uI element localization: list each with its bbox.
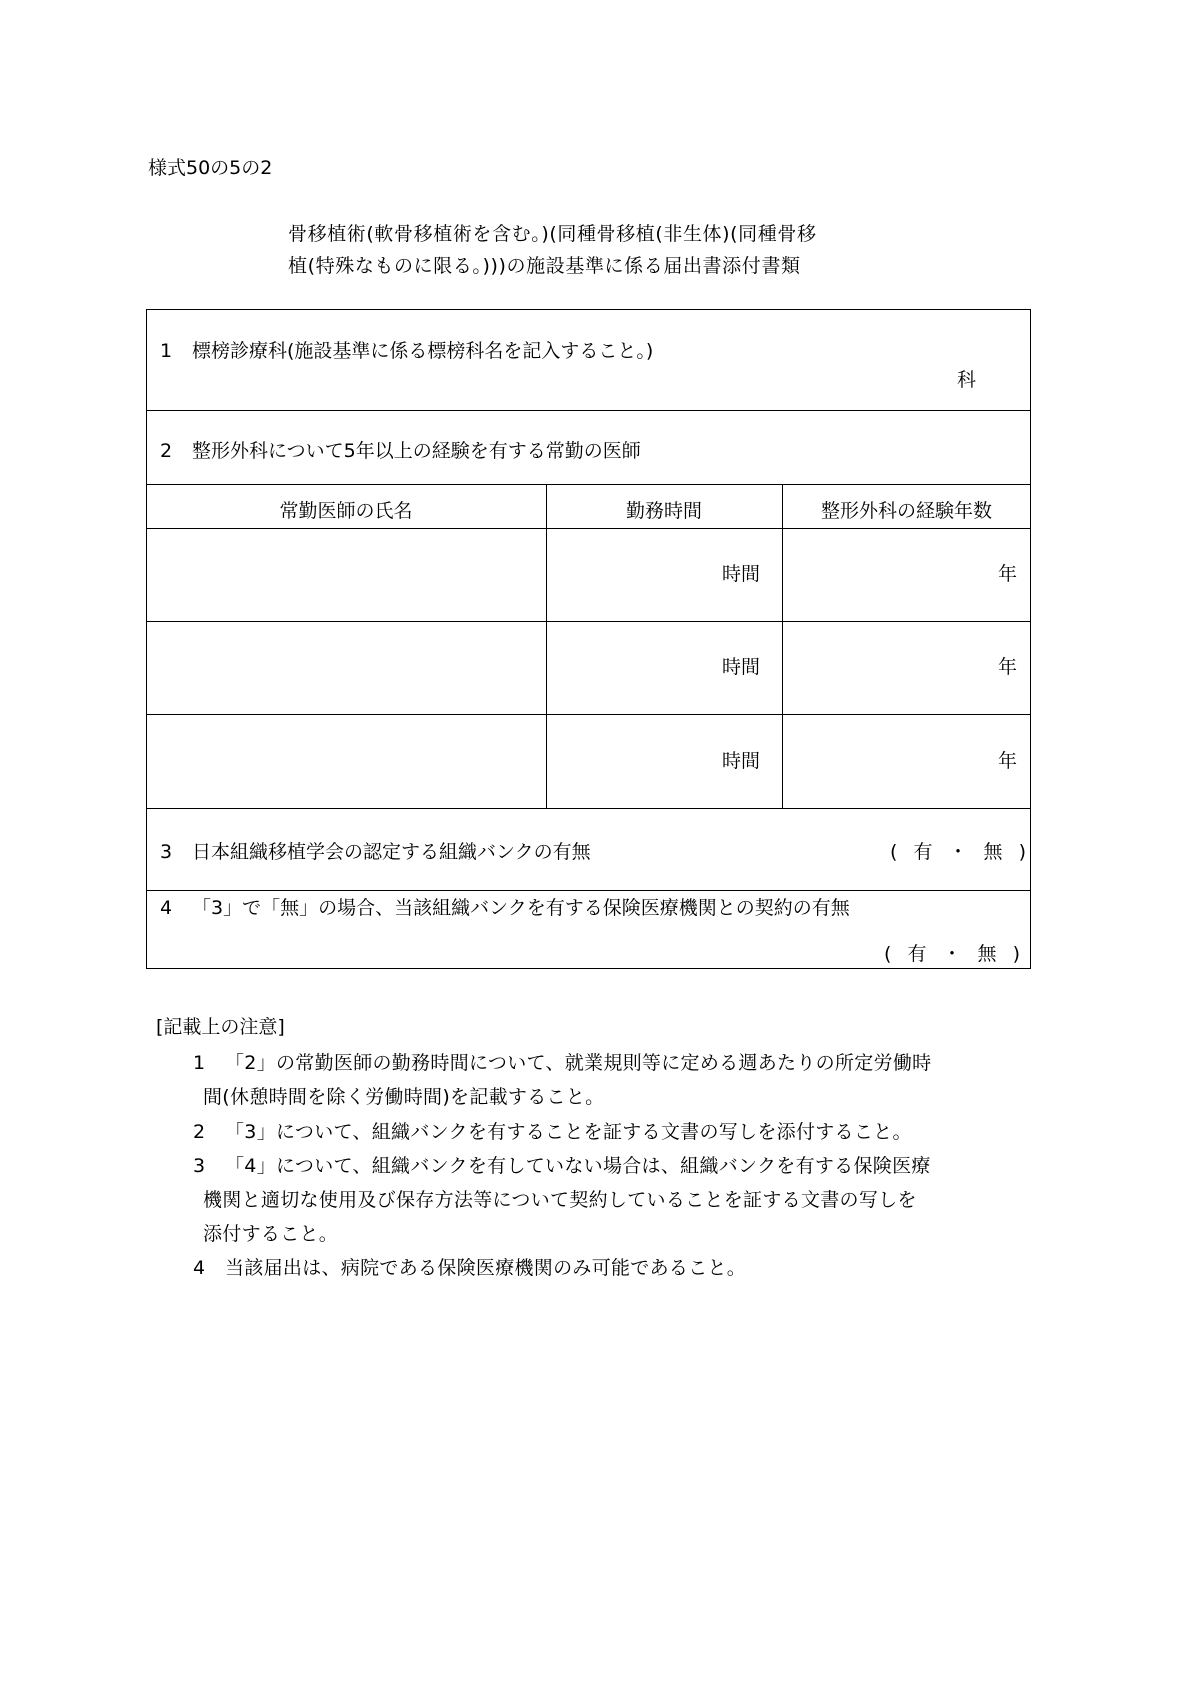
column-header-doctor-name: 常勤医師の氏名 — [279, 500, 413, 522]
years-unit: 年 — [997, 563, 1017, 585]
department-input[interactable] — [160, 360, 950, 400]
note-item-1-continued: 間(休憩時間を除く労働時間)を記載すること。 — [203, 1086, 605, 1108]
notes-heading: [記載上の注意] — [156, 1016, 285, 1038]
note-number: 1 — [193, 1052, 206, 1074]
doctor-name-field[interactable] — [148, 530, 544, 619]
hours-unit: 時間 — [721, 750, 760, 772]
document-title-line-1: 骨移植術(軟骨移植術を含む。)(同種骨移植(非生体)(同種骨移 — [288, 223, 817, 245]
experience-years-field[interactable] — [784, 716, 1017, 806]
working-hours-field[interactable] — [548, 530, 760, 619]
working-hours-field[interactable] — [548, 623, 760, 712]
note-item-4: 4 当該届出は、病院である保険医療機関のみ可能であること。 — [193, 1257, 747, 1279]
years-unit: 年 — [997, 656, 1017, 678]
column-divider — [782, 484, 783, 808]
note-number: 3 — [193, 1155, 206, 1177]
experience-years-field[interactable] — [784, 623, 1017, 712]
experience-years-field[interactable] — [784, 530, 1017, 619]
row-divider — [146, 890, 1031, 891]
note-number: 2 — [193, 1121, 206, 1143]
contract-yes-no-choice[interactable]: ( 有 ・ 無 ) — [884, 943, 1020, 965]
working-hours-field[interactable] — [548, 716, 760, 806]
note-item-2: 2 「3」について、組織バンクを有することを証する文書の写しを添付すること。 — [193, 1121, 912, 1143]
note-item-1: 1 「2」の常勤医師の勤務時間について、就業規則等に定める週あたりの所定労働時 — [193, 1052, 932, 1074]
row-divider — [146, 808, 1031, 809]
hours-unit: 時間 — [721, 656, 760, 678]
section-4-label: 4 「3」で「無」の場合、当該組織バンクを有する保険医療機関との契約の有無 — [160, 897, 850, 919]
doctor-name-field[interactable] — [148, 623, 544, 712]
doctor-name-field[interactable] — [148, 716, 544, 806]
note-item-3-continued: 添付すること。 — [203, 1223, 339, 1245]
row-divider — [146, 714, 1031, 715]
row-divider — [146, 621, 1031, 622]
years-unit: 年 — [997, 750, 1017, 772]
column-divider — [546, 484, 547, 808]
section-1-label: 1 標榜診療科(施設基準に係る標榜科名を記入すること。) — [160, 340, 654, 362]
section-number: 1 — [160, 340, 173, 362]
document-title-line-2: 植(特殊なものに限る。)))の施設基準に係る届出書添付書類 — [288, 255, 801, 277]
section-2-label: 2 整形外科について5年以上の経験を有する常勤の医師 — [160, 440, 641, 462]
column-header-experience-years: 整形外科の経験年数 — [820, 500, 992, 522]
section-number: 2 — [160, 440, 173, 462]
form-number: 様式50の5の2 — [148, 157, 273, 179]
section-number: 4 — [160, 897, 173, 919]
hours-unit: 時間 — [721, 563, 760, 585]
department-suffix: 科 — [957, 369, 977, 391]
note-item-3-continued: 機関と適切な使用及び保存方法等について契約していることを証する文書の写しを — [203, 1189, 917, 1211]
section-number: 3 — [160, 841, 173, 863]
section-3-label: 3 日本組織移植学会の認定する組織バンクの有無 — [160, 841, 591, 863]
note-item-3: 3 「4」について、組織バンクを有していない場合は、組織バンクを有する保険医療 — [193, 1155, 931, 1177]
column-header-working-hours: 勤務時間 — [625, 500, 702, 522]
row-divider — [146, 528, 1031, 529]
row-divider — [146, 484, 1031, 485]
row-divider — [146, 410, 1031, 411]
note-number: 4 — [193, 1257, 206, 1279]
tissue-bank-yes-no-choice[interactable]: ( 有 ・ 無 ) — [890, 841, 1026, 863]
